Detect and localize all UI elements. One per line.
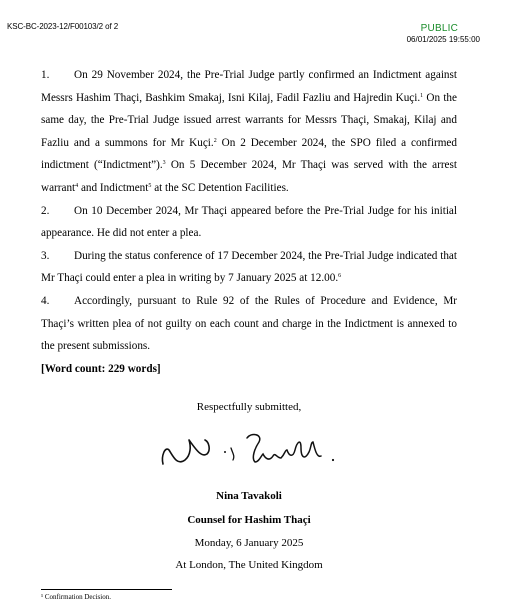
footnote-divider xyxy=(41,589,172,590)
footnote-marker: 6 xyxy=(338,273,342,280)
page-header-right xyxy=(407,23,480,45)
filing-datetime: 06/01/2025 19:55:00 xyxy=(406,35,480,44)
paragraph-text: On 10 December 2024, Mr Thaçi appeared before the Pre-Trial Judge for his initial appearance. He did not enter a plea. xyxy=(41,204,457,240)
signatory-role: Counsel for Hashim Thaçi xyxy=(187,514,311,526)
closing-salutation: Respectfully submitted, xyxy=(196,401,302,413)
paragraph-text: On 2 December 2024, the SPO filed a confirmed indictment (“Indictment”). xyxy=(41,136,457,172)
word-count: [Word count: 229 words] xyxy=(41,362,161,375)
numbered-paragraph xyxy=(41,245,457,290)
paragraph-number: 1. xyxy=(41,69,50,81)
classification-label: PUBLIC xyxy=(420,23,458,34)
handwritten-signature xyxy=(155,428,365,474)
numbered-paragraph xyxy=(41,64,457,200)
footnote-marker: 5 xyxy=(148,182,152,189)
signing-place: At London, The United Kingdom xyxy=(175,559,323,571)
paragraph-number: 4. xyxy=(41,294,50,307)
paragraph-text: During the status conference of 17 December 2024, the Pre-Trial Judge indicated that Mr Thaçi could enter a plea in writing by 7 January 2025 at 12.00. xyxy=(41,249,457,285)
footnote-1: ¹ Confirmation Decision. xyxy=(41,593,111,601)
paragraph-text: and Indictment xyxy=(78,181,149,194)
paragraph-text: at the SC Detention Facilities. xyxy=(151,181,289,194)
document-body xyxy=(41,64,457,380)
signing-date: Monday, 6 January 2025 xyxy=(194,537,304,549)
paragraph-text: On 29 November 2024, the Pre-Trial Judge partly confirmed an Indictment against Messrs Hashim Thaçi, Bashkim Smakaj, Isni Kilaj, Fadil Fazliu and Hajredin Kuçi. xyxy=(41,69,457,104)
numbered-paragraph xyxy=(41,290,457,358)
footnote-marker: 3 xyxy=(162,160,166,167)
document-reference: KSC-BC-2023-12/F00103/2 of 2 xyxy=(7,22,119,31)
footnote-marker: 1 xyxy=(420,92,424,99)
footnote-marker: 2 xyxy=(213,137,217,144)
signatory-name: Nina Tavakoli xyxy=(216,490,282,502)
numbered-paragraph xyxy=(41,200,457,245)
paragraph-text: Accordingly, pursuant to Rule 92 of the Rules of Procedure and Evidence, Mr Thaçi’s written plea of not guilty on each count and charge in the Indictment is annexed to the present submissions. xyxy=(41,294,457,353)
footnote-marker: 4 xyxy=(75,182,79,189)
paragraph-number: 2. xyxy=(41,204,50,217)
paragraph-list xyxy=(41,64,457,358)
paragraph-text: On 5 December 2024, Mr Thaçi was served with the arrest warrant xyxy=(41,159,457,194)
paragraph-text: On the same day, the Pre-Trial Judge issued arrest warrants for Messrs Thaçi, Smakaj, Kilaj and Fazliu and a summons for Mr Kuçi. xyxy=(41,91,457,149)
paragraph-number: 3. xyxy=(41,249,50,262)
